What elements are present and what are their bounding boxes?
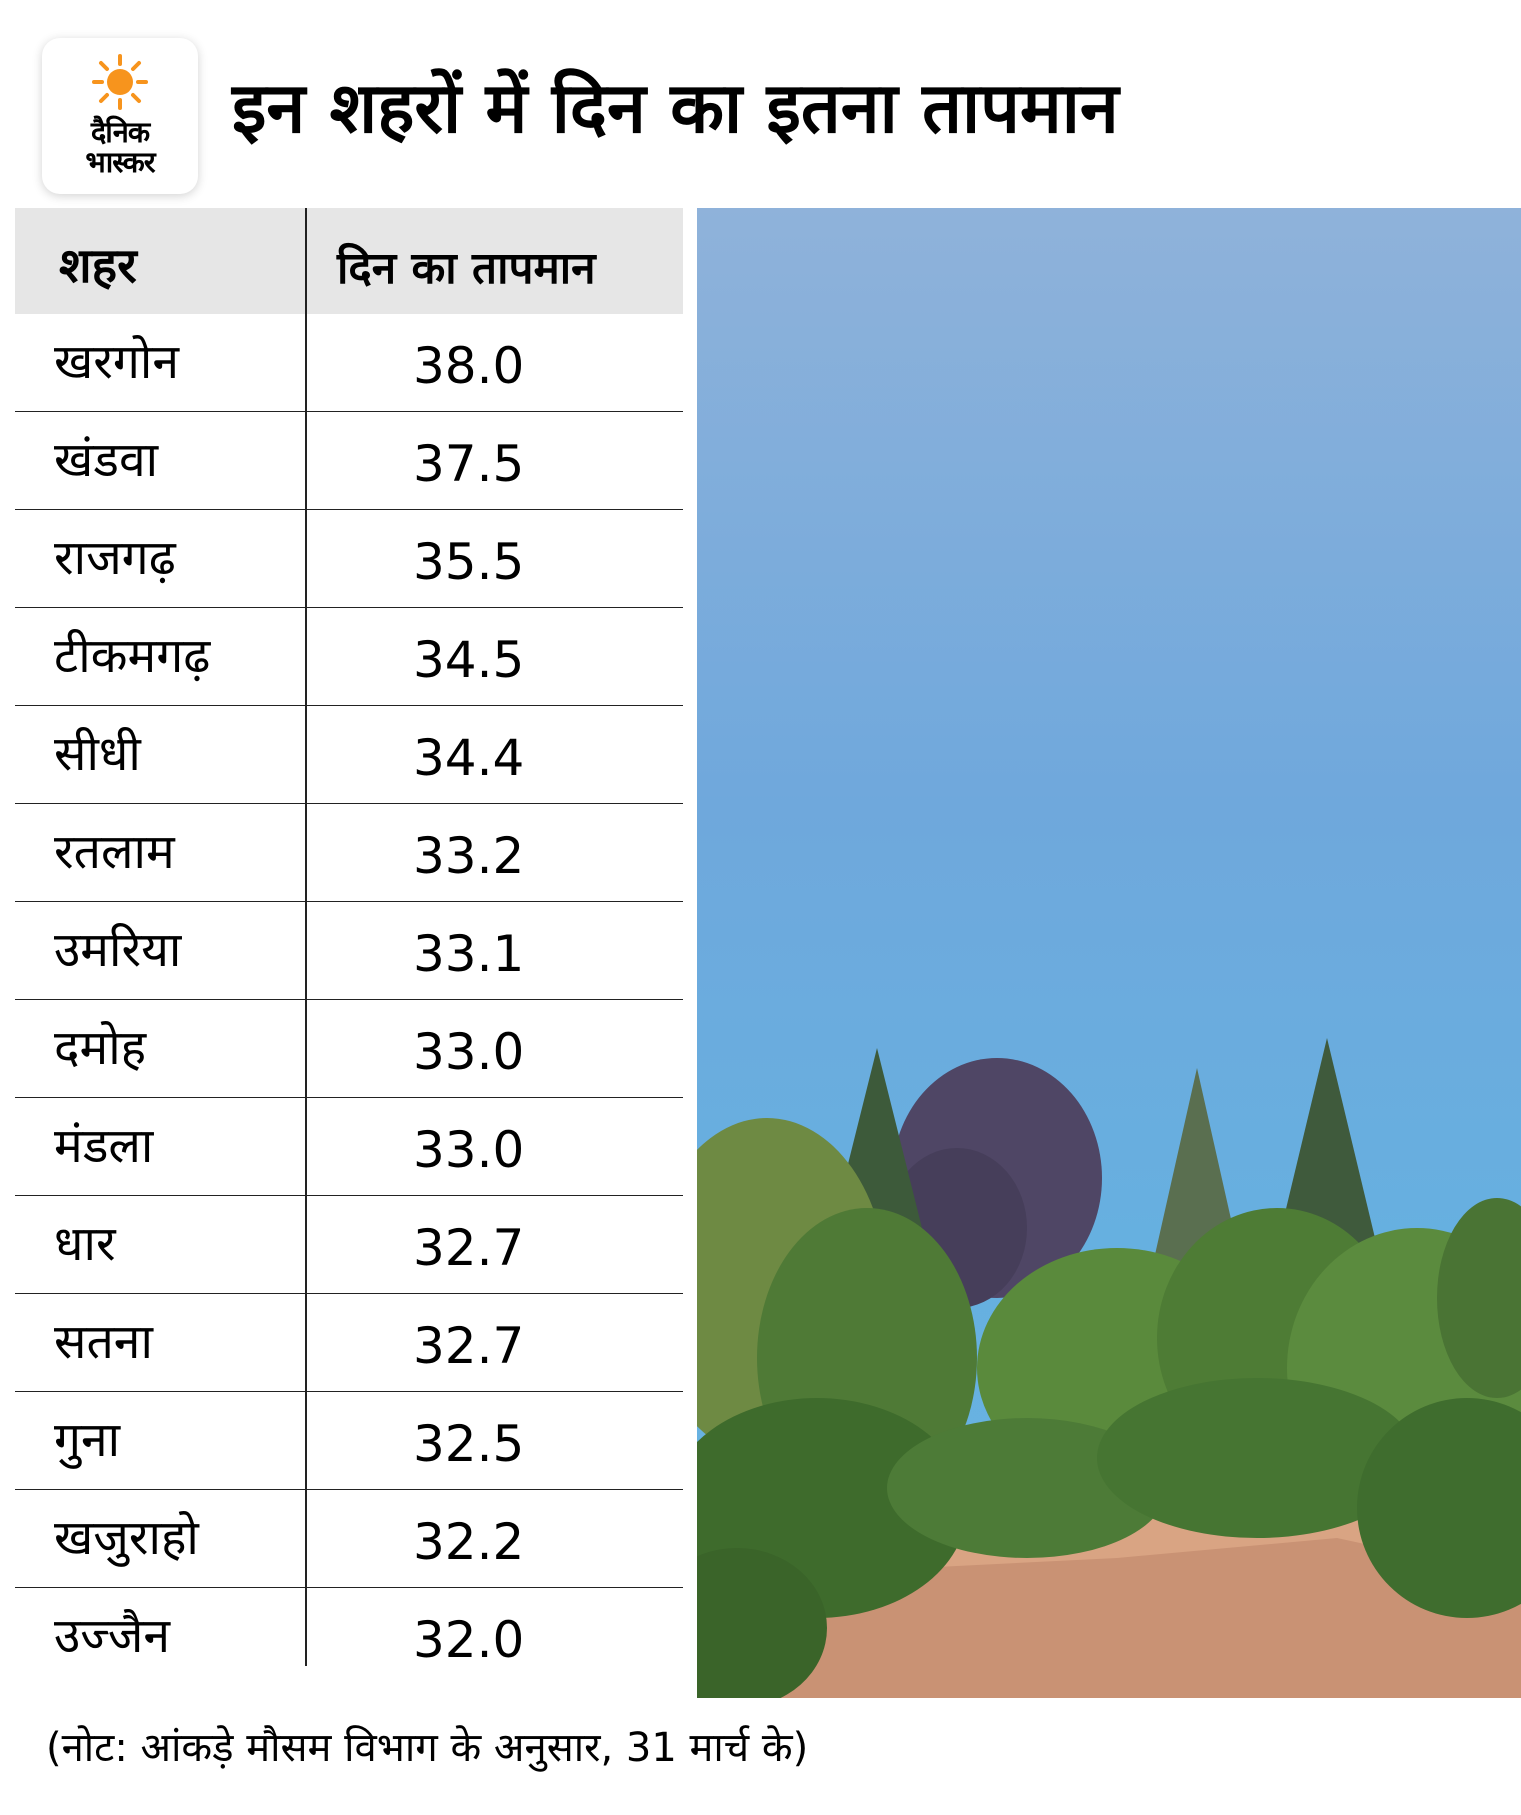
temperature-table: [15, 208, 683, 1686]
temp-cell: 38.0: [413, 337, 525, 395]
temp-cell: 37.5: [413, 435, 525, 493]
city-cell: धार: [54, 1216, 116, 1272]
temp-cell: 33.2: [413, 827, 525, 885]
table-row: [15, 804, 683, 902]
table-row: [15, 1000, 683, 1098]
table-row: [15, 314, 683, 412]
temp-cell: 32.7: [413, 1219, 525, 1277]
temp-cell: 34.5: [413, 631, 525, 689]
logo-line-1: दैनिक: [90, 115, 150, 149]
city-cell: सीधी: [54, 726, 141, 782]
landscape-photo: [697, 208, 1521, 1698]
header-city: शहर: [59, 238, 137, 294]
dainik-bhaskar-logo: [42, 38, 198, 194]
city-cell: खंडवा: [54, 432, 159, 488]
table-row: [15, 412, 683, 510]
city-cell: खरगोन: [54, 334, 179, 390]
table-row: [15, 1490, 683, 1588]
table-row: [15, 1196, 683, 1294]
footnote: (नोट: आंकड़े मौसम विभाग के अनुसार, 31 मार्च के): [46, 1725, 809, 1771]
city-cell: सतना: [54, 1314, 153, 1370]
column-divider: [305, 208, 307, 1666]
sun-icon: [90, 52, 150, 112]
city-cell: दमोह: [54, 1020, 147, 1076]
table-header: [15, 208, 683, 314]
temp-cell: 33.0: [413, 1023, 525, 1081]
temp-cell: 32.7: [413, 1317, 525, 1375]
header-temperature: दिन का तापमान: [337, 243, 596, 294]
table-row: [15, 1294, 683, 1392]
city-cell: मंडला: [54, 1118, 154, 1174]
table-row: [15, 1588, 683, 1686]
city-cell: टीकमगढ़: [54, 628, 211, 684]
city-cell: गुना: [54, 1412, 121, 1468]
table-row: [15, 706, 683, 804]
table-row: [15, 1392, 683, 1490]
city-cell: रतलाम: [54, 824, 175, 880]
table-row: [15, 608, 683, 706]
table-row: [15, 1098, 683, 1196]
temp-cell: 33.1: [413, 925, 525, 983]
treeline-cliff-illustration: [697, 208, 1521, 1698]
temp-cell: 32.5: [413, 1415, 525, 1473]
temp-cell: 32.2: [413, 1513, 525, 1571]
logo-line-2: भास्कर: [85, 145, 155, 179]
temp-cell: 33.0: [413, 1121, 525, 1179]
page-title: इन शहरों में दिन का इतना तापमान: [232, 67, 1119, 149]
temp-cell: 32.0: [413, 1611, 525, 1669]
table-row: [15, 510, 683, 608]
temp-cell: 35.5: [413, 533, 525, 591]
city-cell: राजगढ़: [54, 530, 176, 586]
table-row: [15, 902, 683, 1000]
city-cell: खजुराहो: [54, 1510, 199, 1566]
city-cell: उज्जैन: [54, 1608, 171, 1664]
temp-cell: 34.4: [413, 729, 525, 787]
city-cell: उमरिया: [54, 922, 182, 978]
